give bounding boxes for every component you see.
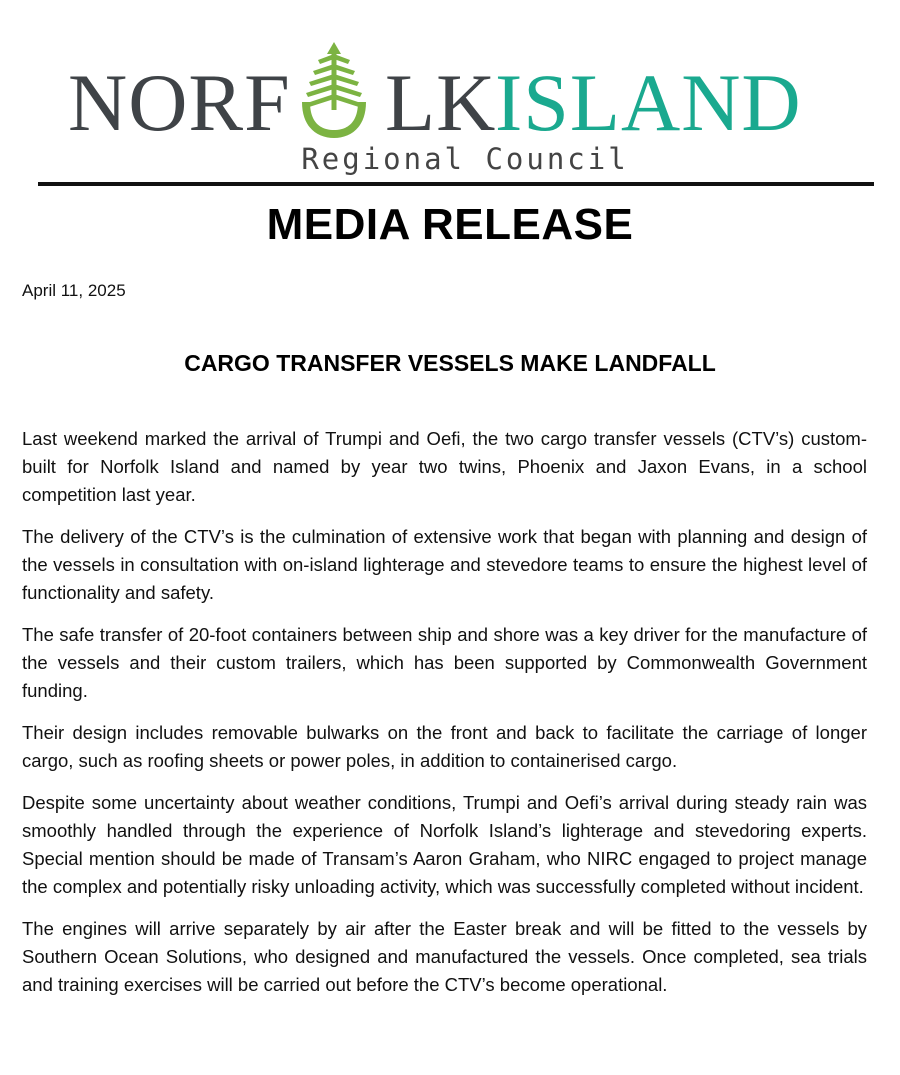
logo-text-lk: LK [385, 57, 497, 148]
logo-text-island: ISLAND [495, 57, 802, 148]
logo-text-nor: NORF [68, 57, 291, 148]
body-paragraph: Despite some uncertainty about weather conditions, Trumpi and Oefi’s arrival during steady rain was smoothly handled through the experience of Norfolk Island’s lighterage and stevedoring experts. Special mention should be made of Transam’s Aaron Graham, who NIRC engaged to project manage the complex and potentially risky unloading activity, which was successfully completed without incident. [22, 792, 867, 897]
release-headline: CARGO TRANSFER VESSELS MAKE LANDFALL [184, 350, 716, 376]
header-divider [38, 182, 874, 186]
body-paragraph: The engines will arrive separately by air after the Easter break and will be fitted to the vessels by Southern Ocean Solutions, who designed and manufactured the vessels. Once completed, sea trials and training exercises will be carried out before the CTV’s become operational. [22, 918, 867, 995]
norfolk-pine-icon [296, 40, 372, 140]
body-paragraph: Their design includes removable bulwarks on the front and back to facilitate the carriage of longer cargo, such as roofing sheets or power poles, in addition to containerised cargo. [22, 722, 867, 771]
release-date: April 11, 2025 [22, 281, 126, 300]
body-paragraph: The delivery of the CTV’s is the culmination of extensive work that began with planning and design of the vessels in consultation with on-island lighterage and stevedore teams to ensure the highest level of functionality and safety. [22, 526, 867, 603]
body-paragraph: Last weekend marked the arrival of Trumpi and Oefi, the two cargo transfer vessels (CTV’s) custom-built for Norfolk Island and named by year two twins, Phoenix and Jaxon Evans, in a school competition last year. [22, 428, 867, 505]
media-release-title: MEDIA RELEASE [266, 200, 634, 249]
letterhead [0, 0, 900, 190]
body-paragraph: The safe transfer of 20-foot containers between ship and shore was a key driver for the manufacture of the vessels and their custom trailers, which has been supported by Commonwealth Government funding. [22, 624, 867, 701]
release-body [22, 425, 867, 1013]
logo-subtitle: Regional Council [301, 142, 629, 176]
